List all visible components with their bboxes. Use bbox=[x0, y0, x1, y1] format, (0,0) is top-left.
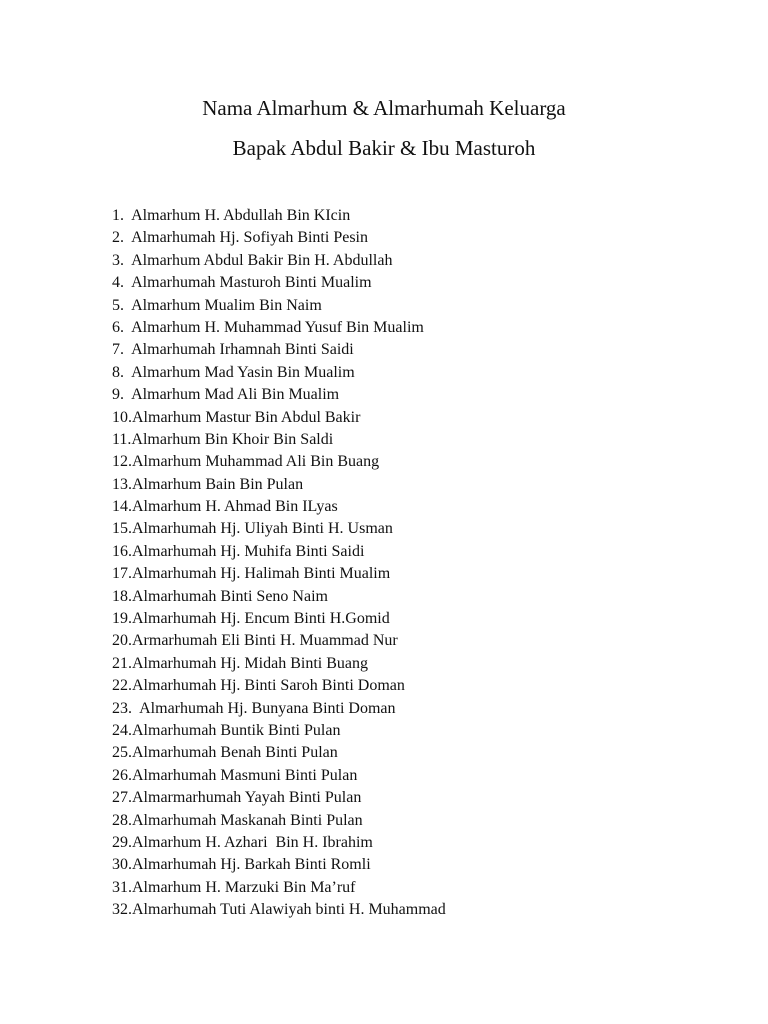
list-item: 14.Almarhum H. Ahmad Bin ILyas bbox=[112, 498, 338, 516]
list-item: 17.Almarhumah Hj. Halimah Binti Mualim bbox=[112, 565, 391, 583]
list-item: 30.Almarhumah Hj. Barkah Binti Romli bbox=[112, 856, 371, 874]
list-item: 25.Almarhumah Benah Binti Pulan bbox=[112, 744, 338, 762]
list-item: 18.Almarhumah Binti Seno Naim bbox=[112, 587, 328, 605]
list-item: 24.Almarhumah Buntik Binti Pulan bbox=[112, 721, 341, 739]
list-item: 5. Almarhum Mualim Bin Naim bbox=[112, 296, 322, 314]
list-item: 3. Almarhum Abdul Bakir Bin H. Abdullah bbox=[112, 251, 393, 269]
list-item: 21.Almarhumah Hj. Midah Binti Buang bbox=[112, 654, 368, 672]
list-item: 6. Almarhum H. Muhammad Yusuf Bin Mualim bbox=[112, 318, 424, 336]
list-item: 13.Almarhum Bain Bin Pulan bbox=[112, 475, 304, 493]
list-item: 27.Almarmarhumah Yayah Binti Pulan bbox=[112, 789, 362, 807]
list-item: 12.Almarhum Muhammad Ali Bin Buang bbox=[112, 453, 380, 471]
list-item: 19.Almarhumah Hj. Encum Binti H.Gomid bbox=[112, 610, 390, 628]
list-item: 1. Almarhum H. Abdullah Bin KIcin bbox=[112, 207, 351, 224]
list-item: 29.Almarhum H. Azhari Bin H. Ibrahim bbox=[112, 833, 373, 851]
list-item: 32.Almarhumah Tuti Alawiyah binti H. Muhammad bbox=[112, 901, 446, 919]
name-list bbox=[112, 205, 446, 922]
list-item: 11.Almarhum Bin Khoir Bin Saldi bbox=[112, 430, 334, 448]
list-item: 20.Armarhumah Eli Binti H. Muammad Nur bbox=[112, 632, 398, 650]
list-item: 15.Almarhumah Hj. Uliyah Binti H. Usman bbox=[112, 520, 393, 538]
list-item: 23. Almarhumah Hj. Bunyana Binti Doman bbox=[112, 699, 396, 717]
list-item: 9. Almarhum Mad Ali Bin Mualim bbox=[112, 386, 340, 404]
list-item: 7. Almarhumah Irhamnah Binti Saidi bbox=[112, 341, 354, 359]
document-title-line-2: Bapak Abdul Bakir & Ibu Masturoh bbox=[232, 136, 536, 160]
list-item: 31.Almarhum H. Marzuki Bin Ma’ruf bbox=[112, 878, 356, 896]
list-item: 26.Almarhumah Masmuni Binti Pulan bbox=[112, 766, 358, 784]
list-item: 4. Almarhumah Masturoh Binti Mualim bbox=[112, 274, 372, 292]
list-item: 28.Almarhumah Maskanah Binti Pulan bbox=[112, 811, 363, 829]
list-item: 22.Almarhumah Hj. Binti Saroh Binti Doman bbox=[112, 677, 405, 695]
document-title-line-1: Nama Almarhum & Almarhumah Keluarga bbox=[202, 96, 566, 120]
list-item: 10.Almarhum Mastur Bin Abdul Bakir bbox=[112, 408, 361, 426]
list-item: 2. Almarhumah Hj. Sofiyah Binti Pesin bbox=[112, 229, 368, 247]
list-item: 8. Almarhum Mad Yasin Bin Mualim bbox=[112, 363, 355, 381]
list-item: 16.Almarhumah Hj. Muhifa Binti Saidi bbox=[112, 542, 365, 560]
